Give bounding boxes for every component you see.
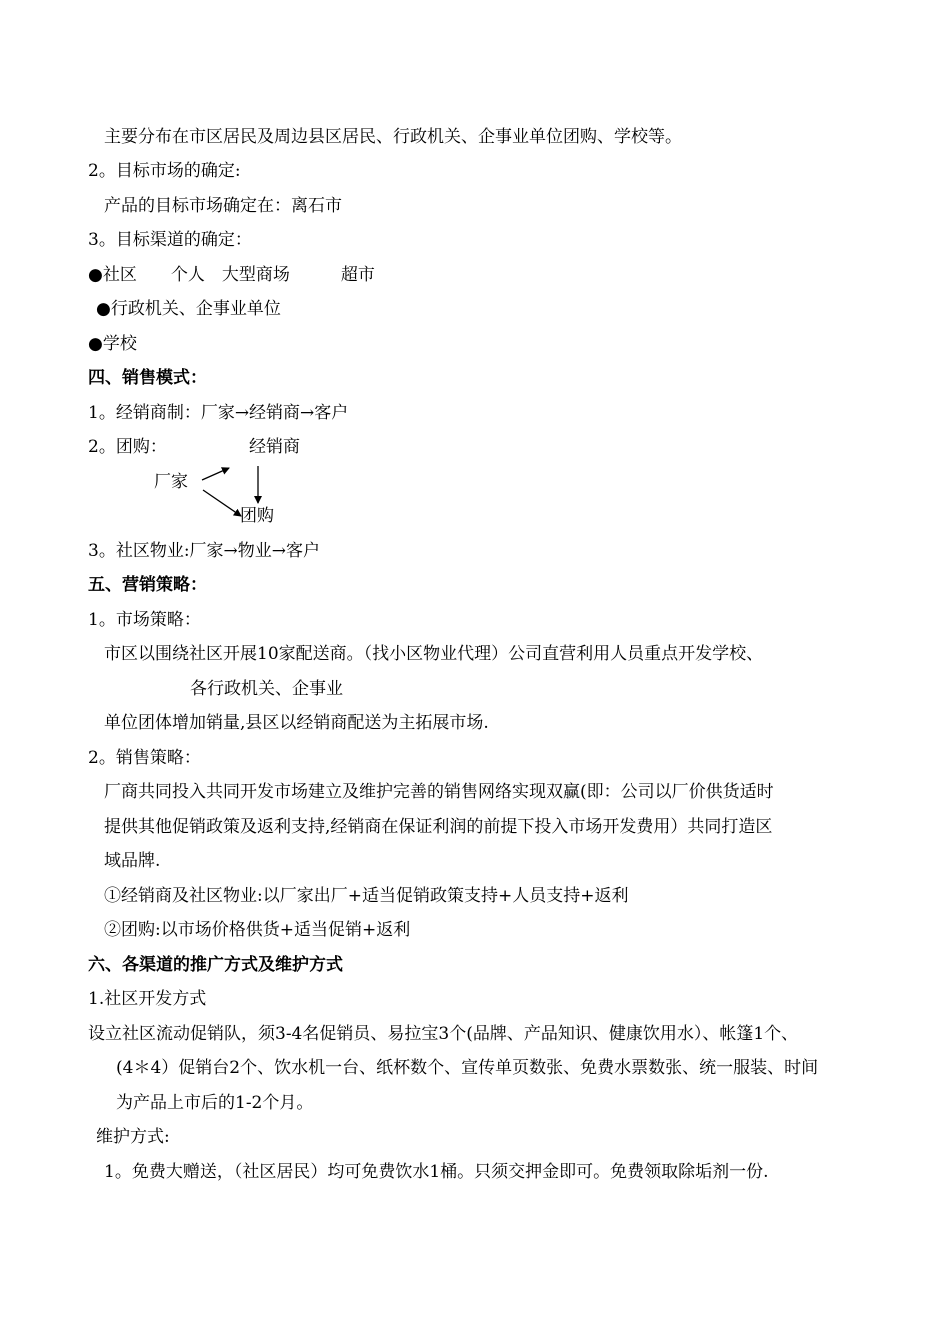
bullet-item: ●行政机关、企事业单位 xyxy=(96,299,281,319)
subheading: 维护方式: xyxy=(96,1127,170,1147)
subheading: 3。目标渠道的确定： xyxy=(88,230,252,250)
text-line: 1。免费大赠送，（社区居民）均可免费饮水1桶。只须交押金即可。免费领取除垢剂一份. xyxy=(104,1162,769,1182)
section-heading: 六、各渠道的推广方式及维护方式 xyxy=(88,955,343,975)
text-line: 主要分布在市区居民及周边县区居民、行政机关、企事业单位团购、学校等。 xyxy=(104,127,682,147)
text-line: 提供其他促销政策及返利支持,经销商在保证利润的前提下投入市场开发费用）共同打造区 xyxy=(104,817,773,837)
subheading: 1.社区开发方式 xyxy=(88,989,207,1009)
diagram-node-distributor: 经销商 xyxy=(249,437,300,457)
text-line: (4＊4）促销台2个、饮水机一台、纸杯数个、宣传单页数张、免费水票数张、统一服装、时间 xyxy=(116,1058,819,1078)
bullet-item: ●社区 个人 大型商场 超市 xyxy=(88,265,375,285)
diagram-node-groupbuy: 团购 xyxy=(240,506,274,526)
section-heading: 五、营销策略： xyxy=(88,575,207,595)
section-heading: 四、销售模式： xyxy=(88,368,207,388)
text-line: 产品的目标市场确定在：离石市 xyxy=(104,196,342,216)
diagram-node-factory: 厂家 xyxy=(154,472,188,492)
arrow-factory-to-groupbuy xyxy=(203,490,241,516)
text-line: 2。团购： xyxy=(88,437,167,457)
text-line: 各行政机关、企事业 xyxy=(190,679,343,699)
text-line: 市区以围绕社区开展10家配送商。（找小区物业代理）公司直营利用人员重点开发学校、 xyxy=(104,644,764,664)
text-line: 单位团体增加销量,县区以经销商配送为主拓展市场. xyxy=(104,713,489,733)
text-line: 3。社区物业:厂家→物业→客户 xyxy=(88,541,321,561)
bullet-item: ●学校 xyxy=(88,334,137,354)
text-line: 为产品上市后的1-2个月。 xyxy=(116,1093,314,1113)
text-line: 1。经销商制：厂家→经销商→客户 xyxy=(88,403,349,423)
subheading: 2。销售策略： xyxy=(88,748,201,768)
text-line: 域品牌. xyxy=(104,851,161,871)
list-item: ①经销商及社区物业:以厂家出厂+适当促销政策支持+人员支持+返利 xyxy=(104,886,629,906)
text-line: 厂商共同投入共同开发市场建立及维护完善的销售网络实现双赢(即：公司以厂价供货适时 xyxy=(104,782,774,802)
text-line: 设立社区流动促销队，须3-4名促销员、易拉宝3个(品牌、产品知识、健康饮用水）、帐篷1个、 xyxy=(88,1024,799,1044)
list-item: ②团购:以市场价格供货+适当促销+返利 xyxy=(104,920,411,940)
arrow-factory-to-distributor xyxy=(202,468,229,480)
subheading: 2。目标市场的确定: xyxy=(88,161,241,181)
subheading: 1。市场策略： xyxy=(88,610,201,630)
